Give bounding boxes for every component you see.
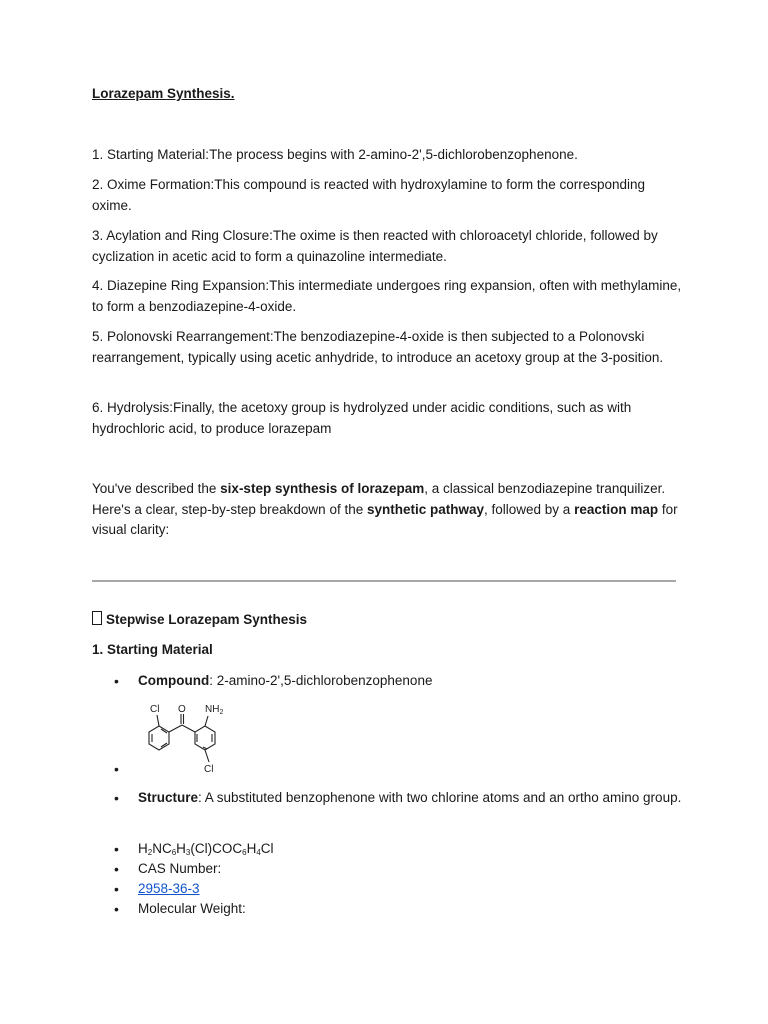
cas-number-link[interactable]: 2958-36-3 [138, 881, 200, 896]
molecular-weight-item: Molecular Weight: [138, 901, 246, 916]
missing-glyph-icon [92, 611, 102, 625]
bullet-icon: • [114, 901, 119, 917]
carbonyl-bond-left [169, 725, 182, 732]
compound-item: Compound: 2-amino-2',5-dichlorobenzophenone [138, 673, 433, 688]
step-2: 2. Oxime Formation:This compound is reacted with hydroxylamine to form the corresponding oxime. [92, 177, 646, 213]
step-4: 4. Diazepine Ring Expansion:This intermediate undergoes ring expansion, often with methylamine, to form a benzodiazepine-4-oxide. [92, 278, 682, 314]
document-title: Lorazepam Synthesis. [92, 86, 235, 101]
formula-item: $H_2NC_6H_3(Cl)COC_6H_4Cl$ [138, 841, 274, 857]
cas-label-item: CAS Number: [138, 861, 222, 876]
bullet-icon: • [114, 673, 119, 689]
cas-number-item [138, 879, 683, 900]
bullet-icon: • [114, 881, 119, 897]
subheading-starting-material: 1. Starting Material [92, 642, 213, 657]
bullet-icon: • [114, 841, 119, 857]
step-1: 1. Starting Material:The process begins with 2-amino-2',5-dichlorobenzophenone. [92, 147, 578, 162]
bullet-icon: • [114, 861, 119, 877]
molecule-label-cl-2: Cl [204, 764, 214, 775]
step-5: 5. Polonovski Rearrangement:The benzodiazepine-4-oxide is then subjected to a Polonovski rearrangement, typically using acetic anhydride, to introduce an acetoxy group at the 3-position. [92, 329, 664, 365]
bullet-icon: • [114, 790, 119, 806]
horizontal-rule [92, 580, 676, 582]
bullet-icon: • [114, 761, 119, 777]
benzophenone-structure-image [138, 702, 234, 776]
molecule-label-nh2: $NH_2$ [205, 704, 224, 716]
response-paragraph: You've described the six-step synthesis of lorazepam, a classical benzodiazepine tranquilizer. Here's a clear, step-by-step breakdown of the synthetic pathway, followed by a reaction map for visual clarity: [92, 481, 678, 537]
step-6: 6. Hydrolysis:Finally, the acetoxy group is hydrolyzed under acidic conditions, such as with hydrochloric acid, to produce lorazepam [92, 400, 632, 436]
molecule-label-o: O [178, 704, 186, 715]
section-heading: Stepwise Lorazepam Synthesis [92, 611, 307, 627]
molecule-label-cl-1: Cl [150, 704, 160, 715]
structure-item: Structure: A substituted benzophenone with two chlorine atoms and an ortho amino group. [138, 790, 682, 805]
step-3: 3. Acylation and Ring Closure:The oxime is then reacted with chloroacetyl chloride, followed by cyclization in acetic acid to form a quinazoline intermediate. [92, 228, 658, 264]
